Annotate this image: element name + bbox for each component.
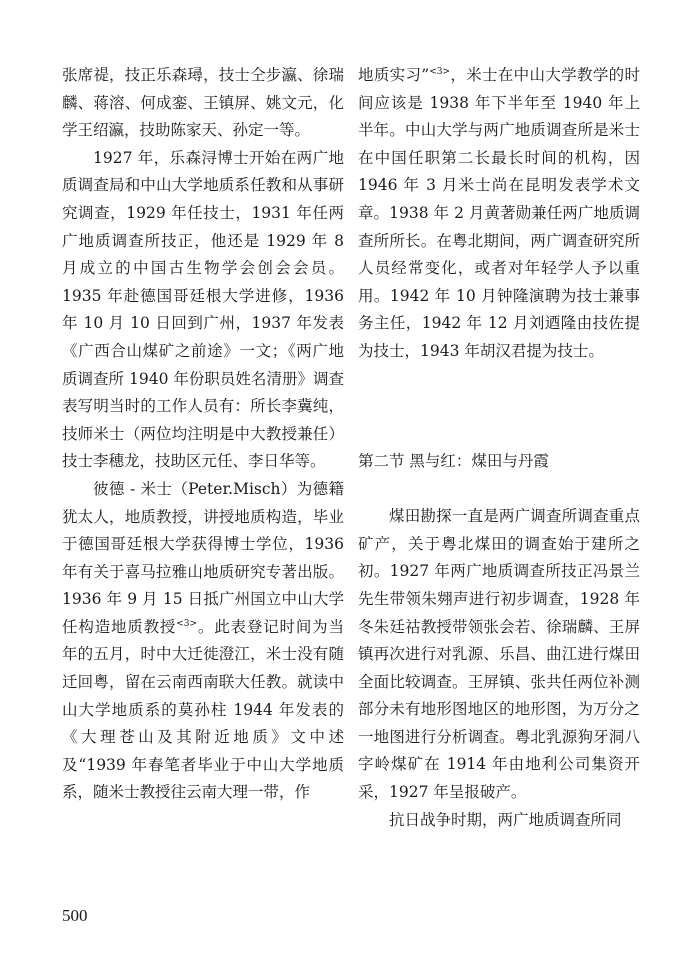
footnote-marker: <3>: [429, 67, 451, 77]
paragraph: [62, 476, 344, 807]
paragraph-text: 彼德 - 米士（Peter.Misch）为德籍犹太人，地质教授，讲授地质构造，毕业于德国哥廷根大学获得博士学位，1936 年有关于喜马拉雅山地质研究专著出版。1936 年 9 月 15 日抵广州国立中山大学任构造地质教授: [62, 479, 344, 636]
paragraph: [358, 62, 640, 366]
paragraph: 张席禔，技正乐森璕，技士仝步瀛、徐瑞麟、蒋溶、何成銮、王镇屏、姚文元，化学王绍瀛，技助陈家天、孙定一等。: [62, 66, 344, 140]
page-number: 500: [62, 906, 88, 925]
left-column: [62, 62, 344, 807]
right-column: [358, 62, 640, 834]
paragraph: 抗日战争时期，两广地质调查所同: [389, 810, 622, 829]
paragraph: 1927 年，乐森浔博士开始在两广地质调查局和中山大学地质系任教和从事研究调查，1929 年任技士，1931 年任两广地质调查所技正，他还是 1929 年 8 月成立的中国古生物学会创会会员。1935 年赴德国哥廷根大学进修，1936 年 10 月 10 日回到广州，1937 年发表《广西合山煤矿之前途》一文；《两广地质调查所 1940 年份职员姓名清册》调查表写明当时的工作人员有：所长李冀纯，技师米士（两位均注明是中大教授兼任）技士李穗龙，技助区元任、李日华等。: [62, 148, 344, 471]
paragraph-text: ，米士在中山大学教学的时间应该是 1938 年下半年至 1940 年上半年。中山大学与两广地质调查所是米士在中国任职第二长最长时间的机构，因 1946 年 3 月米士尚在昆明发表学术文章。1938 年 2 月黄著勋兼任两广地质调查所所长。在粤北期间，两广调查研究所人员经常变化，或者对年轻学人予以重用。1942 年 10 月钟隆演聘为技士兼事务主任，1942 年 12 月刘迺隆由技佐提为技士，1943 年胡汉君提为技士。: [358, 66, 640, 360]
paragraph-text: 地质实习”: [358, 66, 430, 84]
section-heading: 第二节 黑与红：煤田与丹霞: [358, 451, 549, 470]
paragraph: 煤田勘探一直是两广调查所调查重点矿产，关于粤北煤田的调查始于建所之初。1927 年两广地质调查所技正冯景兰先生带领朱翙声进行初步调查，1928 年冬朱廷祜教授带领张会若、徐瑞麟、王屏镇再次进行对乳源、乐昌、曲江进行煤田全面比较调查。王屏镇、张共任两位补测部分未有地形图地区的地形图，为万分之一地图进行分析调查。粤北乳源狗牙洞八字岭煤矿在 1914 年由地利公司集资开采，1927 年呈报破产。: [358, 507, 640, 802]
footnote-marker: <3>: [176, 618, 198, 629]
paragraph-text: 。此表登记时间为当年的五月，时中大迁徙澄江，米士没有随迁回粤，留在云南西南联大任教。就读中山大学地质系的莫孙柱 1944 年发表的《大理苍山及其附近地质》文中述及“1939 年春笔者毕业于中山大学地质系，随米士教授往云南大理一带，作: [62, 617, 344, 802]
